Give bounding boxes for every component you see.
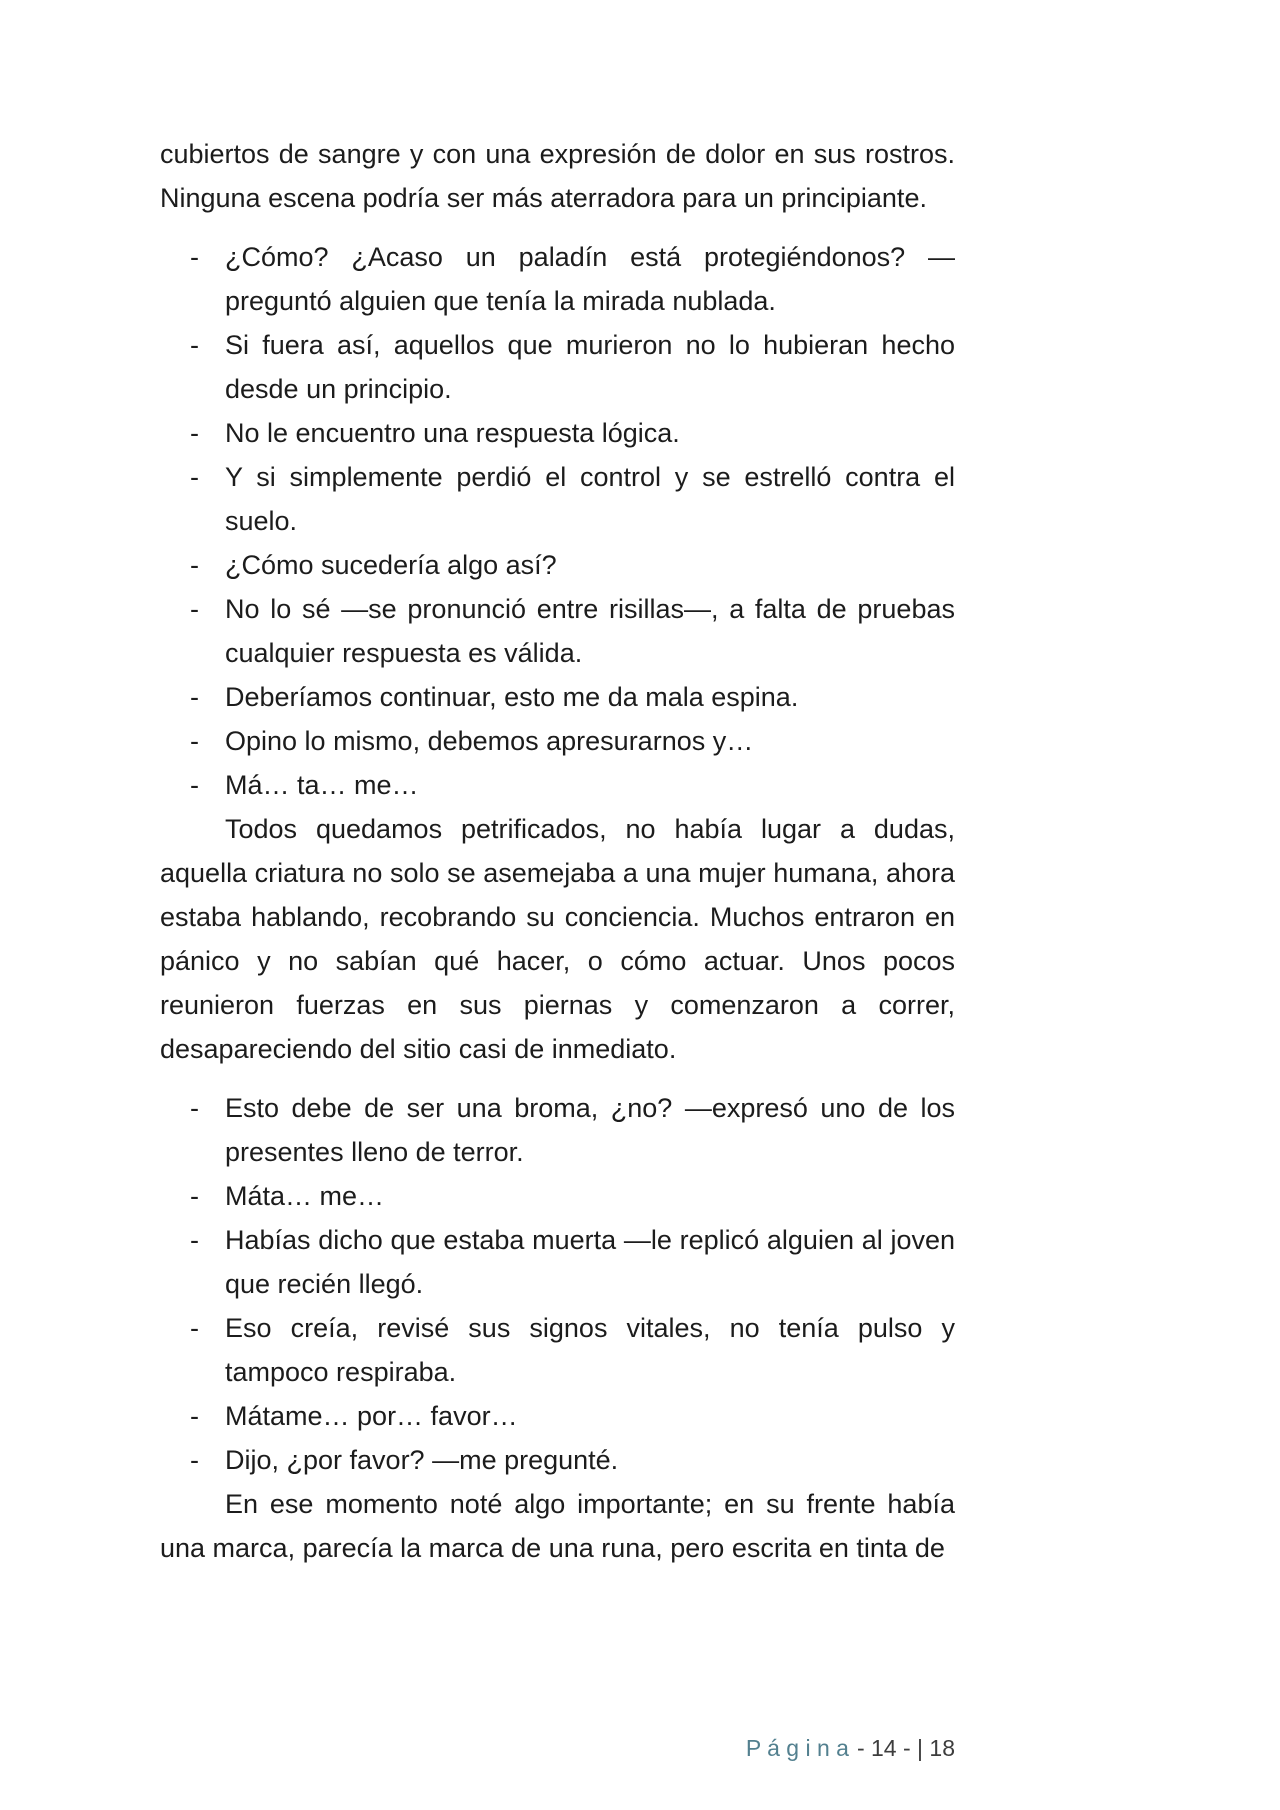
list-dash-marker: - [190, 594, 199, 624]
list-dash-marker: - [190, 330, 199, 360]
list-item-text: Deberíamos continuar, esto me da mala espina. [225, 682, 799, 712]
list-item [160, 1218, 955, 1306]
paragraph-narration-end: En ese momento noté algo importante; en su frente había una marca, parecía la marca de una runa, pero escrita en tinta de [160, 1489, 955, 1563]
list-item-text: Y si simplemente perdió el control y se estrelló contra el suelo. [225, 462, 955, 536]
list-dash-marker: - [190, 1401, 199, 1431]
list-item [160, 1438, 955, 1482]
list-item-text: ¿Cómo? ¿Acaso un paladín está protegiéndonos? — preguntó alguien que tenía la mirada nublada. [225, 242, 955, 316]
list-item [160, 675, 955, 719]
list-item-text: Eso creía, revisé sus signos vitales, no tenía pulso y tampoco respiraba. [225, 1313, 955, 1387]
list-item [160, 543, 955, 587]
list-item-text: Si fuera así, aquellos que murieron no lo hubieran hecho desde un principio. [225, 330, 955, 404]
list-dash-marker: - [190, 682, 199, 712]
list-item-text: No le encuentro una respuesta lógica. [225, 418, 680, 448]
dialogue-list-2 [160, 1086, 955, 1482]
list-item [160, 719, 955, 763]
list-item [160, 763, 955, 807]
list-dash-marker: - [190, 418, 199, 448]
list-dash-marker: - [190, 1225, 199, 1255]
list-item-text: Dijo, ¿por favor? —me pregunté. [225, 1445, 619, 1475]
list-item [160, 323, 955, 411]
paragraph-continuation: cubiertos de sangre y con una expresión de dolor en sus rostros. Ninguna escena podría ser más aterradora para un principiante. [160, 139, 955, 213]
page-footer [160, 1733, 955, 1763]
list-item [160, 1306, 955, 1394]
list-dash-marker: - [190, 242, 199, 272]
list-item [160, 1174, 955, 1218]
list-item-text: Habías dicho que estaba muerta —le replicó alguien al joven que recién llegó. [225, 1225, 955, 1299]
list-dash-marker: - [190, 1093, 199, 1123]
list-dash-marker: - [190, 1313, 199, 1343]
list-dash-marker: - [190, 1181, 199, 1211]
list-item-text: No lo sé —se pronunció entre risillas—, a falta de pruebas cualquier respuesta es válida. [225, 594, 955, 668]
list-item [160, 411, 955, 455]
footer-page-number: - 14 - | 18 [856, 1735, 955, 1761]
list-item-text: Opino lo mismo, debemos apresurarnos y… [225, 726, 754, 756]
page-content [160, 132, 955, 1570]
paragraph-narration: Todos quedamos petrificados, no había lugar a dudas, aquella criatura no solo se asemejaba a una mujer humana, ahora estaba hablando, recobrando su conciencia. Muchos entraron en pánico y no sabían qué hacer, o cómo actuar. Unos pocos reunieron fuerzas en sus piernas y comenzaron a correr, desapareciendo del sitio casi de inmediato. [160, 814, 955, 1064]
list-item-text: Má… ta… me… [225, 770, 419, 800]
list-dash-marker: - [190, 770, 199, 800]
dialogue-list-1 [160, 235, 955, 807]
list-item-text: Esto debe de ser una broma, ¿no? —expresó uno de los presentes lleno de terror. [225, 1093, 955, 1167]
list-item [160, 235, 955, 323]
list-item-text: ¿Cómo sucedería algo así? [225, 550, 557, 580]
list-dash-marker: - [190, 726, 199, 756]
list-item [160, 1086, 955, 1174]
list-item-text: Mátame… por… favor… [225, 1401, 518, 1431]
list-dash-marker: - [190, 462, 199, 492]
list-item [160, 587, 955, 675]
list-item [160, 455, 955, 543]
list-item-text: Máta… me… [225, 1181, 385, 1211]
list-dash-marker: - [190, 550, 199, 580]
list-item [160, 1394, 955, 1438]
footer-page-label: P á g i n a [745, 1735, 849, 1761]
list-dash-marker: - [190, 1445, 199, 1475]
